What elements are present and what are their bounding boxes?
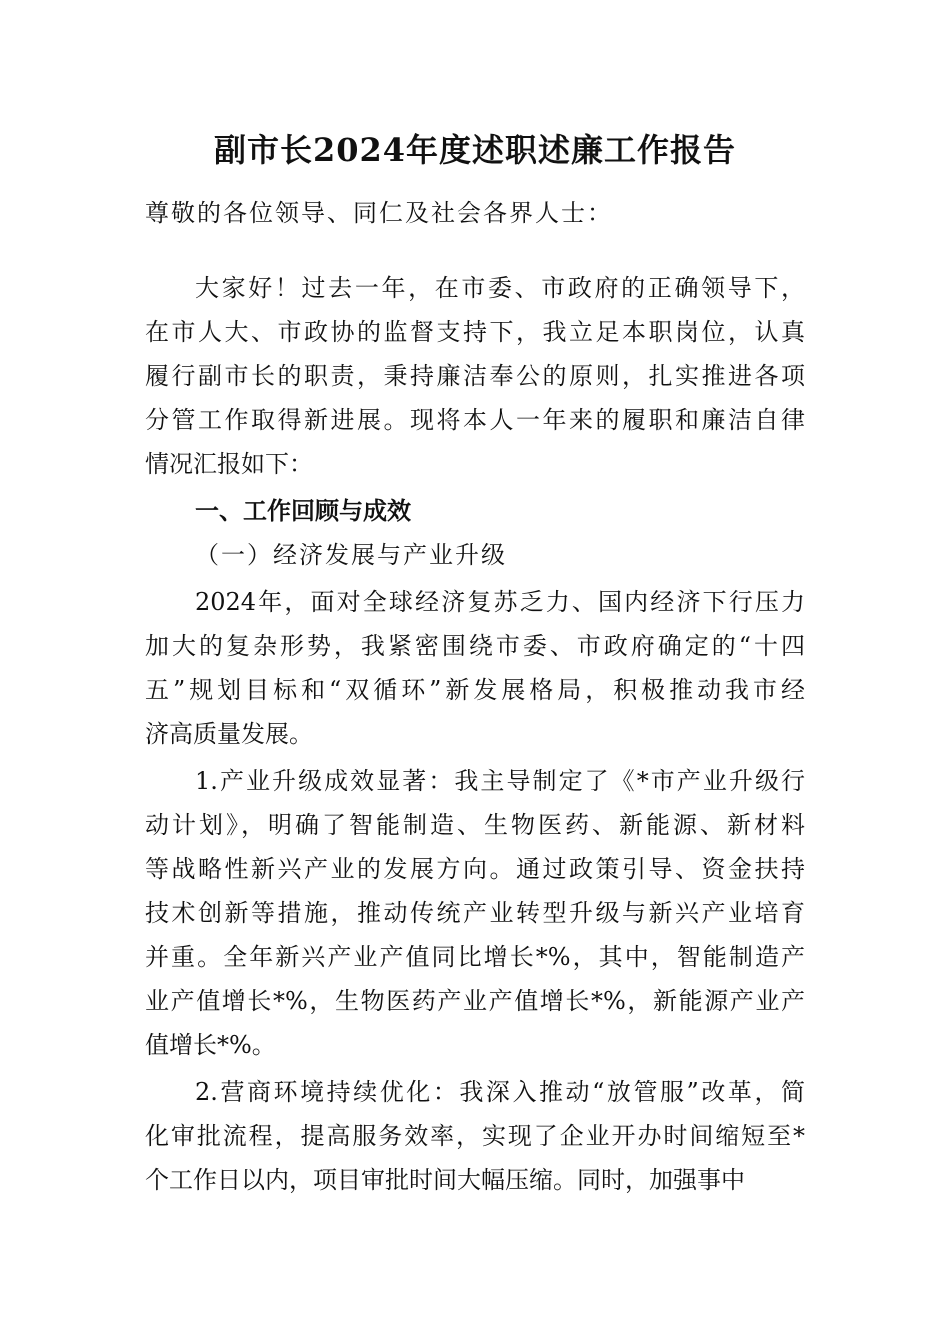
text-line: 在市人大、市政协的监督支持下，我立足本职岗位，认真 (145, 318, 805, 346)
text-line: 化审批流程，提高服务效率，实现了企业开办时间缩短至* (145, 1122, 805, 1150)
text-line: 等战略性新兴产业的发展方向。通过政策引导、资金扶持 (145, 855, 805, 883)
text-line: 情况汇报如下： (145, 450, 313, 478)
paragraph-economy (145, 580, 805, 756)
text-line: 济高质量发展。 (145, 720, 313, 748)
text-line: 2.营商环境持续优化：我深入推动“放管服”改革，简 (195, 1078, 805, 1106)
text-line: 动计划》，明确了智能制造、生物医药、新能源、新材料 (145, 811, 805, 839)
text-line: 2024年，面对全球经济复苏乏力、国内经济下行压力 (195, 588, 805, 616)
text-line: 大家好！过去一年，在市委、市政府的正确领导下， (195, 274, 805, 302)
text-line: 加大的复杂形势，我紧密围绕市委、市政府确定的“十四 (145, 632, 805, 660)
text-line: 技术创新等措施，推动传统产业转型升级与新兴产业培育 (145, 899, 805, 927)
paragraph-industry-upgrade (145, 759, 805, 1067)
text-line: 个工作日以内，项目审批时间大幅压缩。同时，加强事中 (145, 1166, 745, 1194)
document-title: 副市长2024年度述职述廉工作报告 (213, 131, 737, 169)
text-line: 并重。全年新兴产业产值同比增长*%，其中，智能制造产 (145, 943, 805, 971)
text-line: 分管工作取得新进展。现将本人一年来的履职和廉洁自律 (145, 406, 805, 434)
subsection-heading: （一）经济发展与产业升级 (195, 541, 507, 569)
greeting: 尊敬的各位领导、同仁及社会各界人士： (145, 199, 613, 227)
text-line: 业产值增长*%，生物医药产业产值增长*%，新能源产业产 (145, 987, 805, 1015)
document-body (145, 191, 805, 1202)
text-line: 1.产业升级成效显著：我主导制定了《*市产业升级行 (195, 767, 805, 795)
paragraph-business-environment (145, 1070, 805, 1202)
section-heading: 一、工作回顾与成效 (195, 497, 411, 525)
text-line: 五”规划目标和“双循环”新发展格局，积极推动我市经 (145, 676, 805, 704)
text-line: 值增长*%。 (145, 1031, 276, 1059)
paragraph-intro (145, 266, 805, 486)
text-line: 履行副市长的职责，秉持廉洁奉公的原则，扎实推进各项 (145, 362, 805, 390)
